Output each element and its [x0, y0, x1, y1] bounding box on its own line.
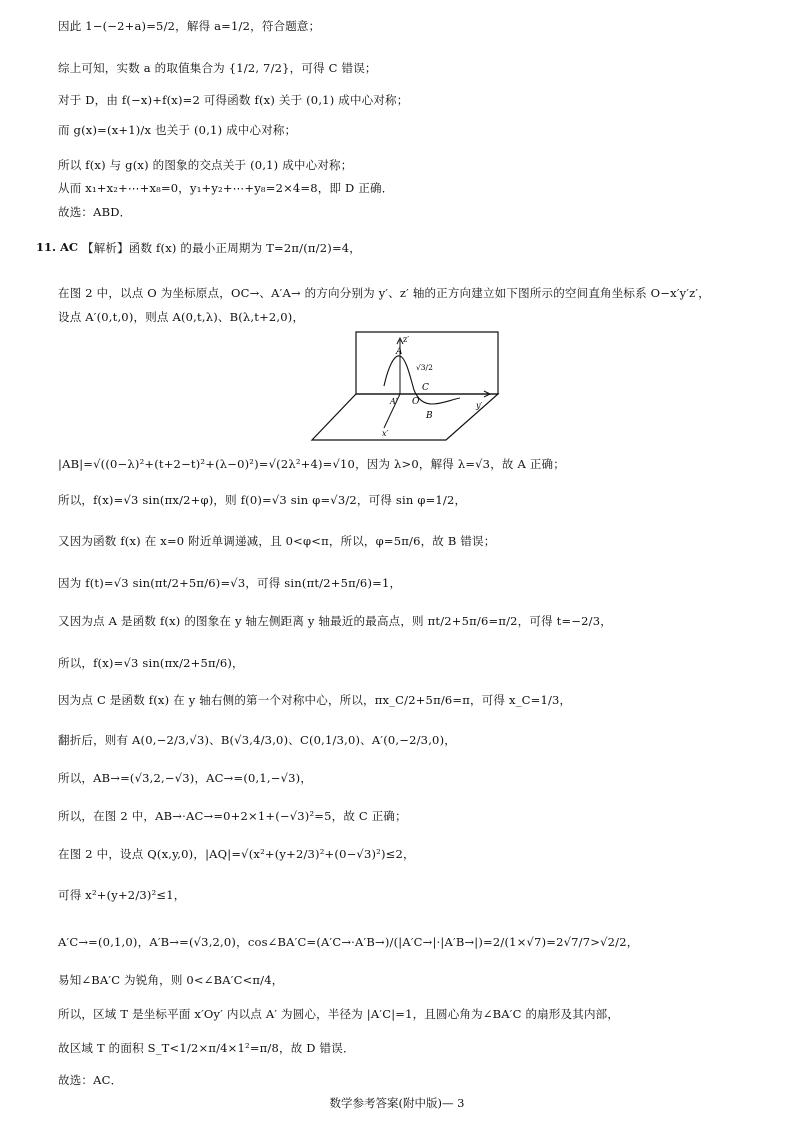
analysis-lead: 【解析】函数 f(x) 的最小正周期为 T=2π/(π/2)=4，	[82, 241, 362, 255]
text-line: 又因为函数 f(x) 在 x=0 附近单调递减，且 0<φ<π，所以，φ=5π/6，故 B 错误；	[58, 534, 496, 548]
text-line: 而 g(x)=(x+1)/x 也关于 (0,1) 成中心对称；	[58, 123, 297, 137]
text-line: 所以，在图 2 中，AB→·AC→=0+2×1+(−√3)²=5，故 C 正确；	[58, 809, 407, 823]
text-line: 在图 2 中，设点 Q(x,y,0)，|AQ|=√(x²+(y+2/3)²+(0−√3)²)≤2，	[58, 847, 415, 861]
text-line: 又因为点 A 是函数 f(x) 的图象在 y 轴左侧距离 y 轴最近的最高点，则 πt/2+5π/6=π/2，可得 t=−2/3，	[58, 614, 612, 628]
text-line: 故区域 T 的面积 S_T<1/2×π/4×1²=π/8，故 D 错误．	[58, 1041, 355, 1055]
question-number: 11. AC	[36, 240, 79, 254]
label-x: x′	[382, 429, 389, 438]
text-line: 易知∠BA′C 为锐角，则 0<∠BA′C<π/4，	[58, 973, 284, 987]
text-line: 因为 f(t)=√3 sin(πt/2+5π/6)=√3，可得 sin(πt/2+5π/6)=1，	[58, 576, 402, 590]
label-Aprime: A′	[390, 397, 398, 406]
text-line: 在图 2 中，以点 O 为坐标原点，OC→、A′A→ 的方向分别为 y′、z′ 轴的正方向建立如下图所示的空间直角坐标系 O−x′y′z′，	[58, 286, 710, 300]
text-line: 对于 D，由 f(−x)+f(x)=2 可得函数 f(x) 关于 (0,1) 成中心对称；	[58, 93, 409, 107]
label-A: A	[396, 347, 403, 357]
horizontal-plane	[312, 394, 498, 440]
label-C: C	[422, 383, 429, 393]
text-line: 所以，区域 T 是坐标平面 x′Oy′ 内以点 A′ 为圆心，半径为 |A′C|=1，且圆心角为∠BA′C 的扇形及其内部，	[58, 1007, 620, 1021]
text-line: 翻折后，则有 A(0,−2/3,√3)、B(√3,4/3,0)、C(0,1/3,0)、A′(0,−2/3,0)，	[58, 733, 456, 747]
text-line: 从而 x₁+x₂+⋯+x₈=0，y₁+y₂+⋯+y₈=2×4=8，即 D 正确．	[58, 181, 394, 195]
text-line: 所以 f(x) 与 g(x) 的图象的交点关于 (0,1) 成中心对称；	[58, 158, 353, 172]
text-line: 故选：AC．	[58, 1073, 123, 1087]
text-line: A′C→=(0,1,0)，A′B→=(√3,2,0)，cos∠BA′C=(A′C→·A′B→)/(|A′C→|·|A′B→|)=2/(1×√7)=2√7/7>√2/2，	[58, 935, 639, 949]
text-line: 设点 A′(0,t,0)，则点 A(0,t,λ)、B(λ,t+2,0)，	[58, 310, 305, 324]
label-B: B	[426, 411, 433, 421]
text-line: |AB|=√((0−λ)²+(t+2−t)²+(λ−0)²)=√(2λ²+4)=√10，因为 λ>0，解得 λ=√3，故 A 正确；	[58, 457, 565, 471]
text-line: 所以，f(x)=√3 sin(πx/2+5π/6)，	[58, 656, 244, 670]
label-O: O	[412, 397, 420, 407]
text-line: 综上可知，实数 a 的取值集合为 {1/2, 7/2}，可得 C 错误；	[58, 61, 377, 75]
text-line: 所以，f(x)=√3 sin(πx/2+φ)，则 f(0)=√3 sin φ=√3/2，可得 sin φ=1/2，	[58, 493, 467, 507]
label-frac: √3/2	[416, 363, 433, 372]
label-y: y′	[476, 401, 483, 410]
page-footer: 数学参考答案(附中版)— 3	[329, 1096, 465, 1110]
text-line: 因为点 C 是函数 f(x) 在 y 轴右侧的第一个对称中心，所以，πx_C/2+5π/6=π，可得 x_C=1/3，	[58, 693, 572, 707]
text-line: 因此 1−(−2+a)=5/2，解得 a=1/2，符合题意；	[58, 19, 321, 33]
text-line: 故选：ABD．	[58, 205, 132, 219]
text-line: 所以，AB→=(√3,2,−√3)，AC→=(0,1,−√3)，	[58, 771, 313, 785]
figure-3d-coordinate	[310, 328, 500, 444]
text-line: 可得 x²+(y+2/3)²≤1，	[58, 888, 186, 902]
label-z: z′	[403, 335, 410, 344]
